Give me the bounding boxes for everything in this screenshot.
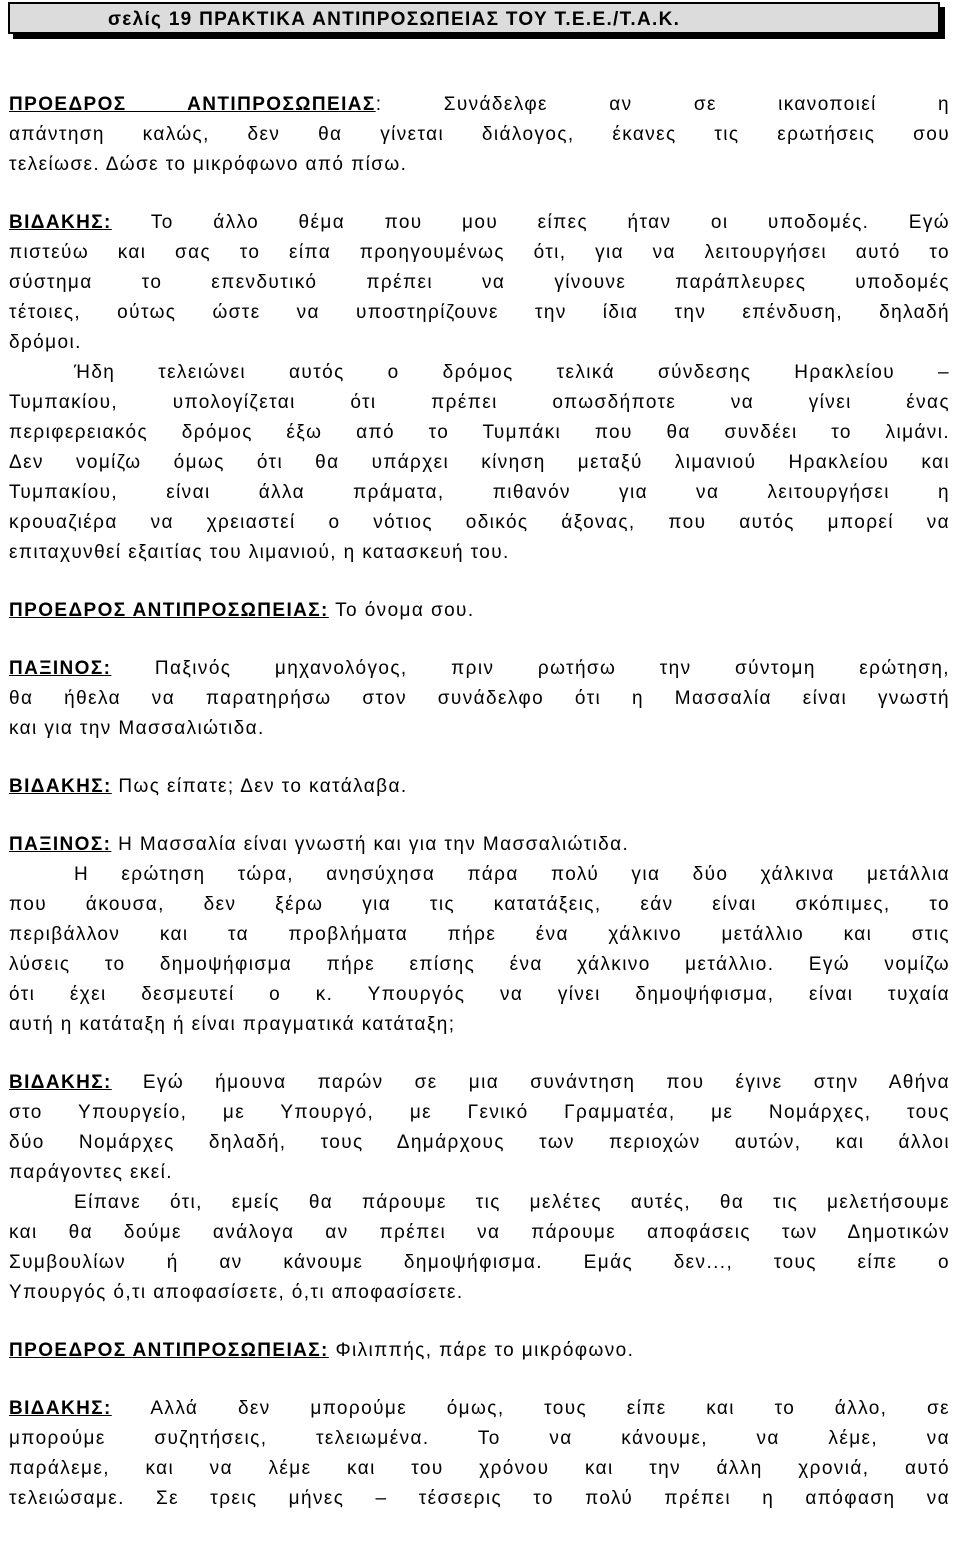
speaker-name: ΒΙΔΑΚΗΣ: xyxy=(9,1398,112,1419)
transcript-line xyxy=(9,1218,950,1248)
line-text: τελείωσε. Δώσε το μικρόφωνο από πίσω. xyxy=(9,154,408,175)
transcript-line xyxy=(9,538,950,568)
line-text: ότι έχει δεσμευτεί ο κ. Υπουργός να γίνει δημοψήφισμα, είναι τυχαία xyxy=(9,984,950,1005)
line-text: πιστεύω και σας το είπα προηγουμένως ότι, για να λειτουργήσει αυτό το xyxy=(9,242,950,263)
line-text: Εγώ ήμουνα παρών σε μια συνάντηση που έγινε στην Αθήνα xyxy=(111,1072,950,1093)
transcript-line xyxy=(9,208,950,238)
transcript-line xyxy=(9,980,950,1010)
transcript-line xyxy=(9,684,950,714)
transcript-line xyxy=(9,1128,950,1158)
transcript-line xyxy=(9,950,950,980)
transcript-paragraph xyxy=(9,1336,950,1366)
line-text: μπορούμε συζητήσεις, τελειωμένα. Το να κάνουμε, να λέμε, να xyxy=(9,1428,950,1449)
transcript-line xyxy=(9,1484,950,1514)
line-text: Συμβουλίων ή αν κάνουμε δημοψήφισμα. Εμάς δεν..., τους είπε ο xyxy=(9,1252,950,1273)
transcript-line xyxy=(9,418,950,448)
transcript-line xyxy=(9,830,950,860)
line-text: Η ερώτηση τώρα, ανησύχησα πάρα πολύ για δύο χάλκινα μετάλλια xyxy=(74,864,950,885)
line-text: παράγοντες εκεί. xyxy=(9,1162,173,1183)
transcript-line xyxy=(9,1068,950,1098)
transcript-line xyxy=(9,1278,950,1308)
line-text: τέτοιες, ούτως ώστε να υποστηρίζουνε την ίδια την επένδυση, δηλαδή xyxy=(9,302,950,323)
line-text: παράλεμε, και να λέμε και του χρόνου και την άλλη χρονιά, αυτό xyxy=(9,1458,950,1479)
line-text: απάντηση καλώς, δεν θα γίνεται διάλογος, έκανες τις ερωτήσεις σου xyxy=(9,124,950,145)
line-text: και για την Μασσαλιώτιδα. xyxy=(9,718,265,739)
transcript-line xyxy=(9,772,950,802)
line-text: αυτή η κατάταξη ή είναι πραγματικά κατάταξη; xyxy=(9,1014,456,1035)
transcript-line xyxy=(9,860,950,890)
transcript-line xyxy=(9,1098,950,1128)
transcript-paragraph xyxy=(9,830,950,1040)
line-text: που άκουσα, δεν ξέρω για τις κατατάξεις, εάν είναι σκόπιμες, το xyxy=(9,894,950,915)
transcript-paragraph xyxy=(9,596,950,626)
line-text: Τυμπακίου, είναι άλλα πράματα, πιθανόν για να λειτουργήσει η xyxy=(9,482,950,503)
page-header xyxy=(8,2,940,34)
transcript-line xyxy=(9,1158,950,1188)
transcript-line xyxy=(9,298,950,328)
speaker-name: ΠΡΟΕΔΡΟΣ ΑΝΤΙΠΡΟΣΩΠΕΙΑΣ xyxy=(9,94,376,115)
page-header-title: σελίς 19 ΠΡΑΚΤΙΚΑ ΑΝΤΙΠΡΟΣΩΠΕΙΑΣ ΤΟΥ Τ.Ε.Ε./Τ.Α.Κ. xyxy=(108,9,681,30)
line-text: δρόμοι. xyxy=(9,332,82,353)
speaker-name: ΒΙΔΑΚΗΣ: xyxy=(9,776,112,797)
transcript-paragraph xyxy=(9,90,950,180)
line-text: και θα δούμε ανάλογα αν πρέπει να πάρουμε αποφάσεις των Δημοτικών xyxy=(9,1222,950,1243)
speaker-name: ΒΙΔΑΚΗΣ: xyxy=(9,1072,112,1093)
line-text: σύστημα το επενδυτικό πρέπει να γίνουνε παράπλευρες υποδομές xyxy=(9,272,950,293)
line-text: Αλλά δεν μπορούμε όμως, τους είπε και το άλλο, σε xyxy=(111,1398,950,1419)
line-text: Ήδη τελειώνει αυτός ο δρόμος τελικά σύνδεσης Ηρακλείου – xyxy=(74,362,950,383)
line-text: Παξινός μηχανολόγος, πριν ρωτήσω την σύντομη ερώτηση, xyxy=(111,658,950,679)
speaker-name: ΠΑΞΙΝΟΣ: xyxy=(9,658,112,679)
speaker-name: ΒΙΔΑΚΗΣ: xyxy=(9,212,112,233)
line-text: Τυμπακίου, υπολογίζεται ότι πρέπει οπωσδήποτε να γίνει ένας xyxy=(9,392,950,413)
transcript-paragraph xyxy=(9,208,950,568)
transcript-line xyxy=(9,654,950,684)
transcript-paragraph xyxy=(9,1068,950,1308)
speaker-name: ΠΡΟΕΔΡΟΣ ΑΝΤΙΠΡΟΣΩΠΕΙΑΣ: xyxy=(9,600,329,621)
transcript-line xyxy=(9,714,950,744)
transcript-line xyxy=(9,1010,950,1040)
line-text: : Συνάδελφε αν σε ικανοποιεί η xyxy=(375,94,950,115)
transcript-line xyxy=(9,1248,950,1278)
transcript-paragraph xyxy=(9,654,950,744)
transcript-line xyxy=(9,920,950,950)
line-text: περιφερειακός δρόμος έξω από το Τυμπάκι που θα συνδέει το λιμάνι. xyxy=(9,422,950,443)
transcript-line xyxy=(9,268,950,298)
transcript-line xyxy=(9,150,950,180)
line-text: λύσεις το δημοψήφισμα πήρε επίσης ένα χάλκινο μετάλλιο. Εγώ νομίζω xyxy=(9,954,950,975)
line-text: θα ήθελα να παρατηρήσω στον συνάδελφο ότι η Μασσαλία είναι γνωστή xyxy=(9,688,950,709)
transcript-line xyxy=(9,358,950,388)
transcript-line xyxy=(9,1188,950,1218)
speaker-name: ΠΡΟΕΔΡΟΣ ΑΝΤΙΠΡΟΣΩΠΕΙΑΣ: xyxy=(9,1340,329,1361)
transcript-body xyxy=(9,90,950,1542)
line-text: Η Μασσαλία είναι γνωστή και για την Μασσαλιώτιδα. xyxy=(111,834,630,855)
transcript-line xyxy=(9,1424,950,1454)
transcript-line xyxy=(9,1336,950,1366)
line-text: Δεν νομίζω όμως ότι θα υπάρχει κίνηση μεταξύ λιμανιού Ηρακλείου και xyxy=(9,452,950,473)
transcript-line xyxy=(9,90,950,120)
line-text: περιβάλλον και τα προβλήματα πήρε ένα χάλκινο μετάλλιο και στις xyxy=(9,924,950,945)
line-text: Υπουργός ό,τι αποφασίσετε, ό,τι αποφασίσετε. xyxy=(9,1282,464,1303)
transcript-line xyxy=(9,448,950,478)
line-text: επιταχυνθεί εξαιτίας του λιμανιού, η κατασκευή του. xyxy=(9,542,510,563)
transcript-line xyxy=(9,596,950,626)
line-text: Το όνομα σου. xyxy=(328,600,475,621)
line-text: κρουαζιέρα να χρειαστεί ο νότιος οδικός άξονας, που αυτός μπορεί να xyxy=(9,512,950,533)
transcript-line xyxy=(9,508,950,538)
speaker-name: ΠΑΞΙΝΟΣ: xyxy=(9,834,112,855)
line-text: στο Υπουργείο, με Υπουργό, με Γενικό Γραμματέα, με Νομάρχες, τους xyxy=(9,1102,950,1123)
transcript-line xyxy=(9,388,950,418)
transcript-line xyxy=(9,328,950,358)
line-text: δύο Νομάρχες δηλαδή, τους Δημάρχους των περιοχών αυτών, και άλλοι xyxy=(9,1132,950,1153)
line-text: Πως είπατε; Δεν το κατάλαβα. xyxy=(111,776,408,797)
transcript-paragraph xyxy=(9,1394,950,1514)
line-text: Είπανε ότι, εμείς θα πάρουμε τις μελέτες αυτές, θα τις μελετήσουμε xyxy=(74,1192,950,1213)
transcript-line xyxy=(9,1454,950,1484)
transcript-line xyxy=(9,890,950,920)
transcript-line xyxy=(9,1394,950,1424)
transcript-line xyxy=(9,478,950,508)
transcript-paragraph xyxy=(9,772,950,802)
line-text: τελειώσαμε. Σε τρεις μήνες – τέσσερις το πολύ πρέπει η απόφαση να xyxy=(9,1488,950,1509)
line-text: Το άλλο θέμα που μου είπες ήταν οι υποδομές. Εγώ xyxy=(111,212,950,233)
transcript-line xyxy=(9,238,950,268)
transcript-line xyxy=(9,120,950,150)
line-text: Φιλιππής, πάρε το μικρόφωνο. xyxy=(328,1340,635,1361)
